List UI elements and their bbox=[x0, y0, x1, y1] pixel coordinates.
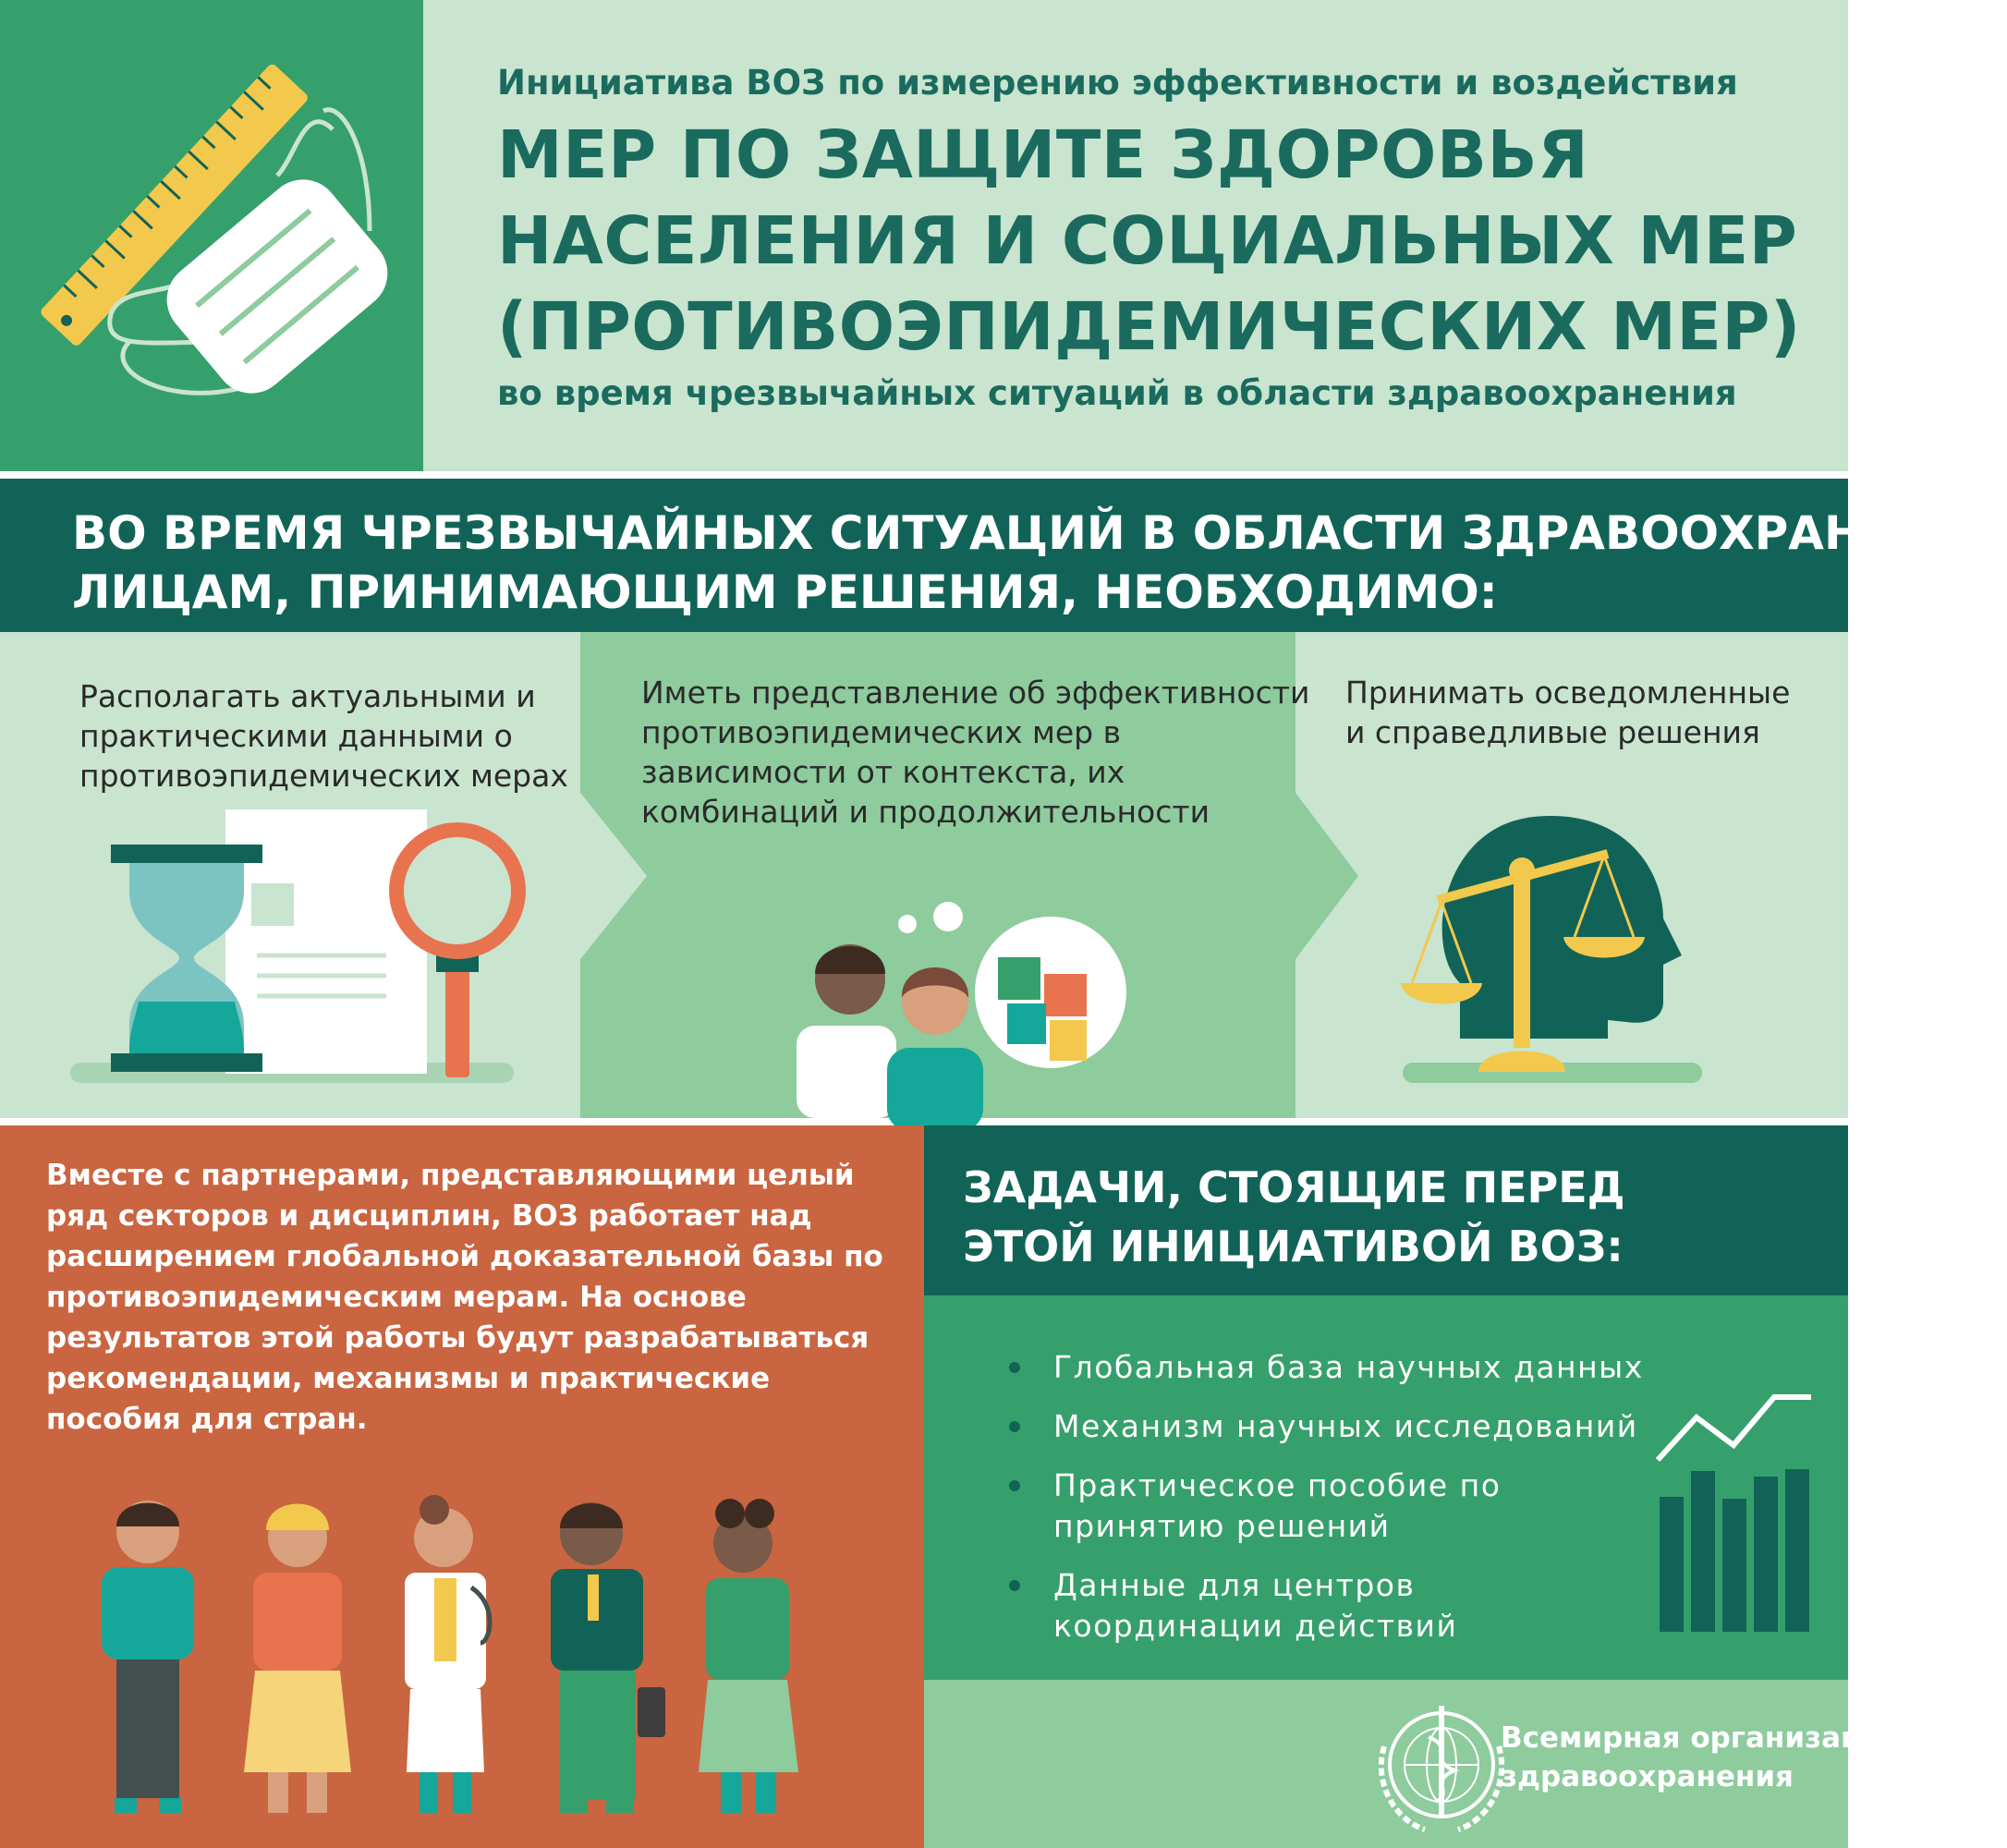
page-title-line-1: МЕР ПО ЗАЩИТЕ ЗДОРОВЬЯ bbox=[497, 116, 1589, 193]
goals-panel bbox=[924, 1295, 1848, 1680]
needs-columns bbox=[0, 632, 1848, 1118]
column-1-line: противоэпидемических мерах bbox=[79, 758, 568, 794]
who-organization-name bbox=[1501, 1719, 1901, 1796]
person-icon bbox=[244, 1504, 351, 1814]
partners-line: противоэпидемическим мерам. На основе bbox=[46, 1281, 747, 1314]
partners-line: расширением глобальной доказательной базы по bbox=[46, 1240, 883, 1273]
partners-line: Вместе с партнерами, представляющими целый bbox=[46, 1159, 855, 1192]
person-icon bbox=[551, 1502, 665, 1813]
column-3-line: и справедливые решения bbox=[1345, 714, 1760, 750]
column-1-line: практическими данными о bbox=[79, 718, 513, 754]
who-name-line-2: здравоохранения bbox=[1501, 1760, 1794, 1793]
goal-item-line: Практическое пособие по bbox=[1053, 1467, 1502, 1503]
column-2-line: зависимости от контекста, их bbox=[641, 754, 1125, 790]
column-2-line: комбинаций и продолжительности bbox=[641, 794, 1210, 830]
goal-item-line: Глобальная база научных данных bbox=[1053, 1349, 1644, 1385]
person-icon bbox=[102, 1501, 194, 1813]
person-icon bbox=[405, 1495, 490, 1813]
footer bbox=[924, 1680, 1901, 1848]
column-2-line: противоэпидемических мер в bbox=[641, 714, 1122, 750]
goal-item-line: координации действий bbox=[1053, 1608, 1458, 1644]
banner-line-1: ВО ВРЕМЯ ЧРЕЗВЫЧАЙНЫХ СИТУАЦИЙ В ОБЛАСТИ ЗДРАВООХРАНЕНИЯ bbox=[72, 506, 2007, 560]
header-text-panel bbox=[423, 0, 1848, 471]
partners-panel bbox=[0, 1125, 924, 1848]
column-3-line: Принимать осведомленные bbox=[1345, 675, 1791, 711]
column-2-line: Иметь представление об эффективности bbox=[641, 675, 1310, 711]
header-kicker: Инициатива ВОЗ по измерению эффективности и воздействия bbox=[497, 63, 1738, 103]
face-mask-icon bbox=[0, 0, 423, 471]
goal-item-line: Данные для центров bbox=[1053, 1567, 1416, 1603]
decision-illustration bbox=[0, 632, 1848, 1118]
page-title-line-2: НАСЕЛЕНИЯ И СОЦИАЛЬНЫХ МЕР bbox=[497, 202, 1798, 279]
partners-line: ряд секторов и дисциплин, ВОЗ работает над bbox=[46, 1199, 812, 1233]
who-name-line-1: Всемирная организация bbox=[1501, 1721, 1901, 1755]
header-illustration bbox=[0, 0, 423, 471]
partners-line: пособия для стран. bbox=[46, 1403, 368, 1436]
goal-item-line: принятию решений bbox=[1053, 1508, 1391, 1544]
goal-item-line: Механизм научных исследований bbox=[1053, 1408, 1638, 1444]
goals-title-line-2: ЭТОЙ ИНИЦИАТИВОЙ ВОЗ: bbox=[963, 1222, 1624, 1271]
header-subtitle: во время чрезвычайных ситуаций в области здравоохранения bbox=[497, 373, 1737, 413]
goals-title-line-1: ЗАДАЧИ, СТОЯЩИЕ ПЕРЕД bbox=[963, 1162, 1625, 1212]
person-icon bbox=[699, 1499, 798, 1813]
goals-header bbox=[924, 1125, 1848, 1295]
column-1-line: Располагать актуальными и bbox=[79, 678, 536, 714]
page-title-line-3: (ПРОТИВОЭПИДЕМИЧЕСКИХ МЕР) bbox=[497, 288, 1801, 365]
partners-people-illustration bbox=[0, 1125, 924, 1848]
decision-makers-banner bbox=[0, 479, 2007, 632]
banner-line-2: ЛИЦАМ, ПРИНИМАЮЩИМ РЕШЕНИЯ, НЕОБХОДИМО: bbox=[72, 565, 1498, 619]
partners-line: результатов этой работы будут разрабатываться bbox=[46, 1321, 870, 1355]
head-profile-icon bbox=[1442, 816, 1682, 1039]
bar-chart-icon bbox=[924, 1295, 1848, 1680]
partners-line: рекомендации, механизмы и практические bbox=[46, 1362, 771, 1395]
